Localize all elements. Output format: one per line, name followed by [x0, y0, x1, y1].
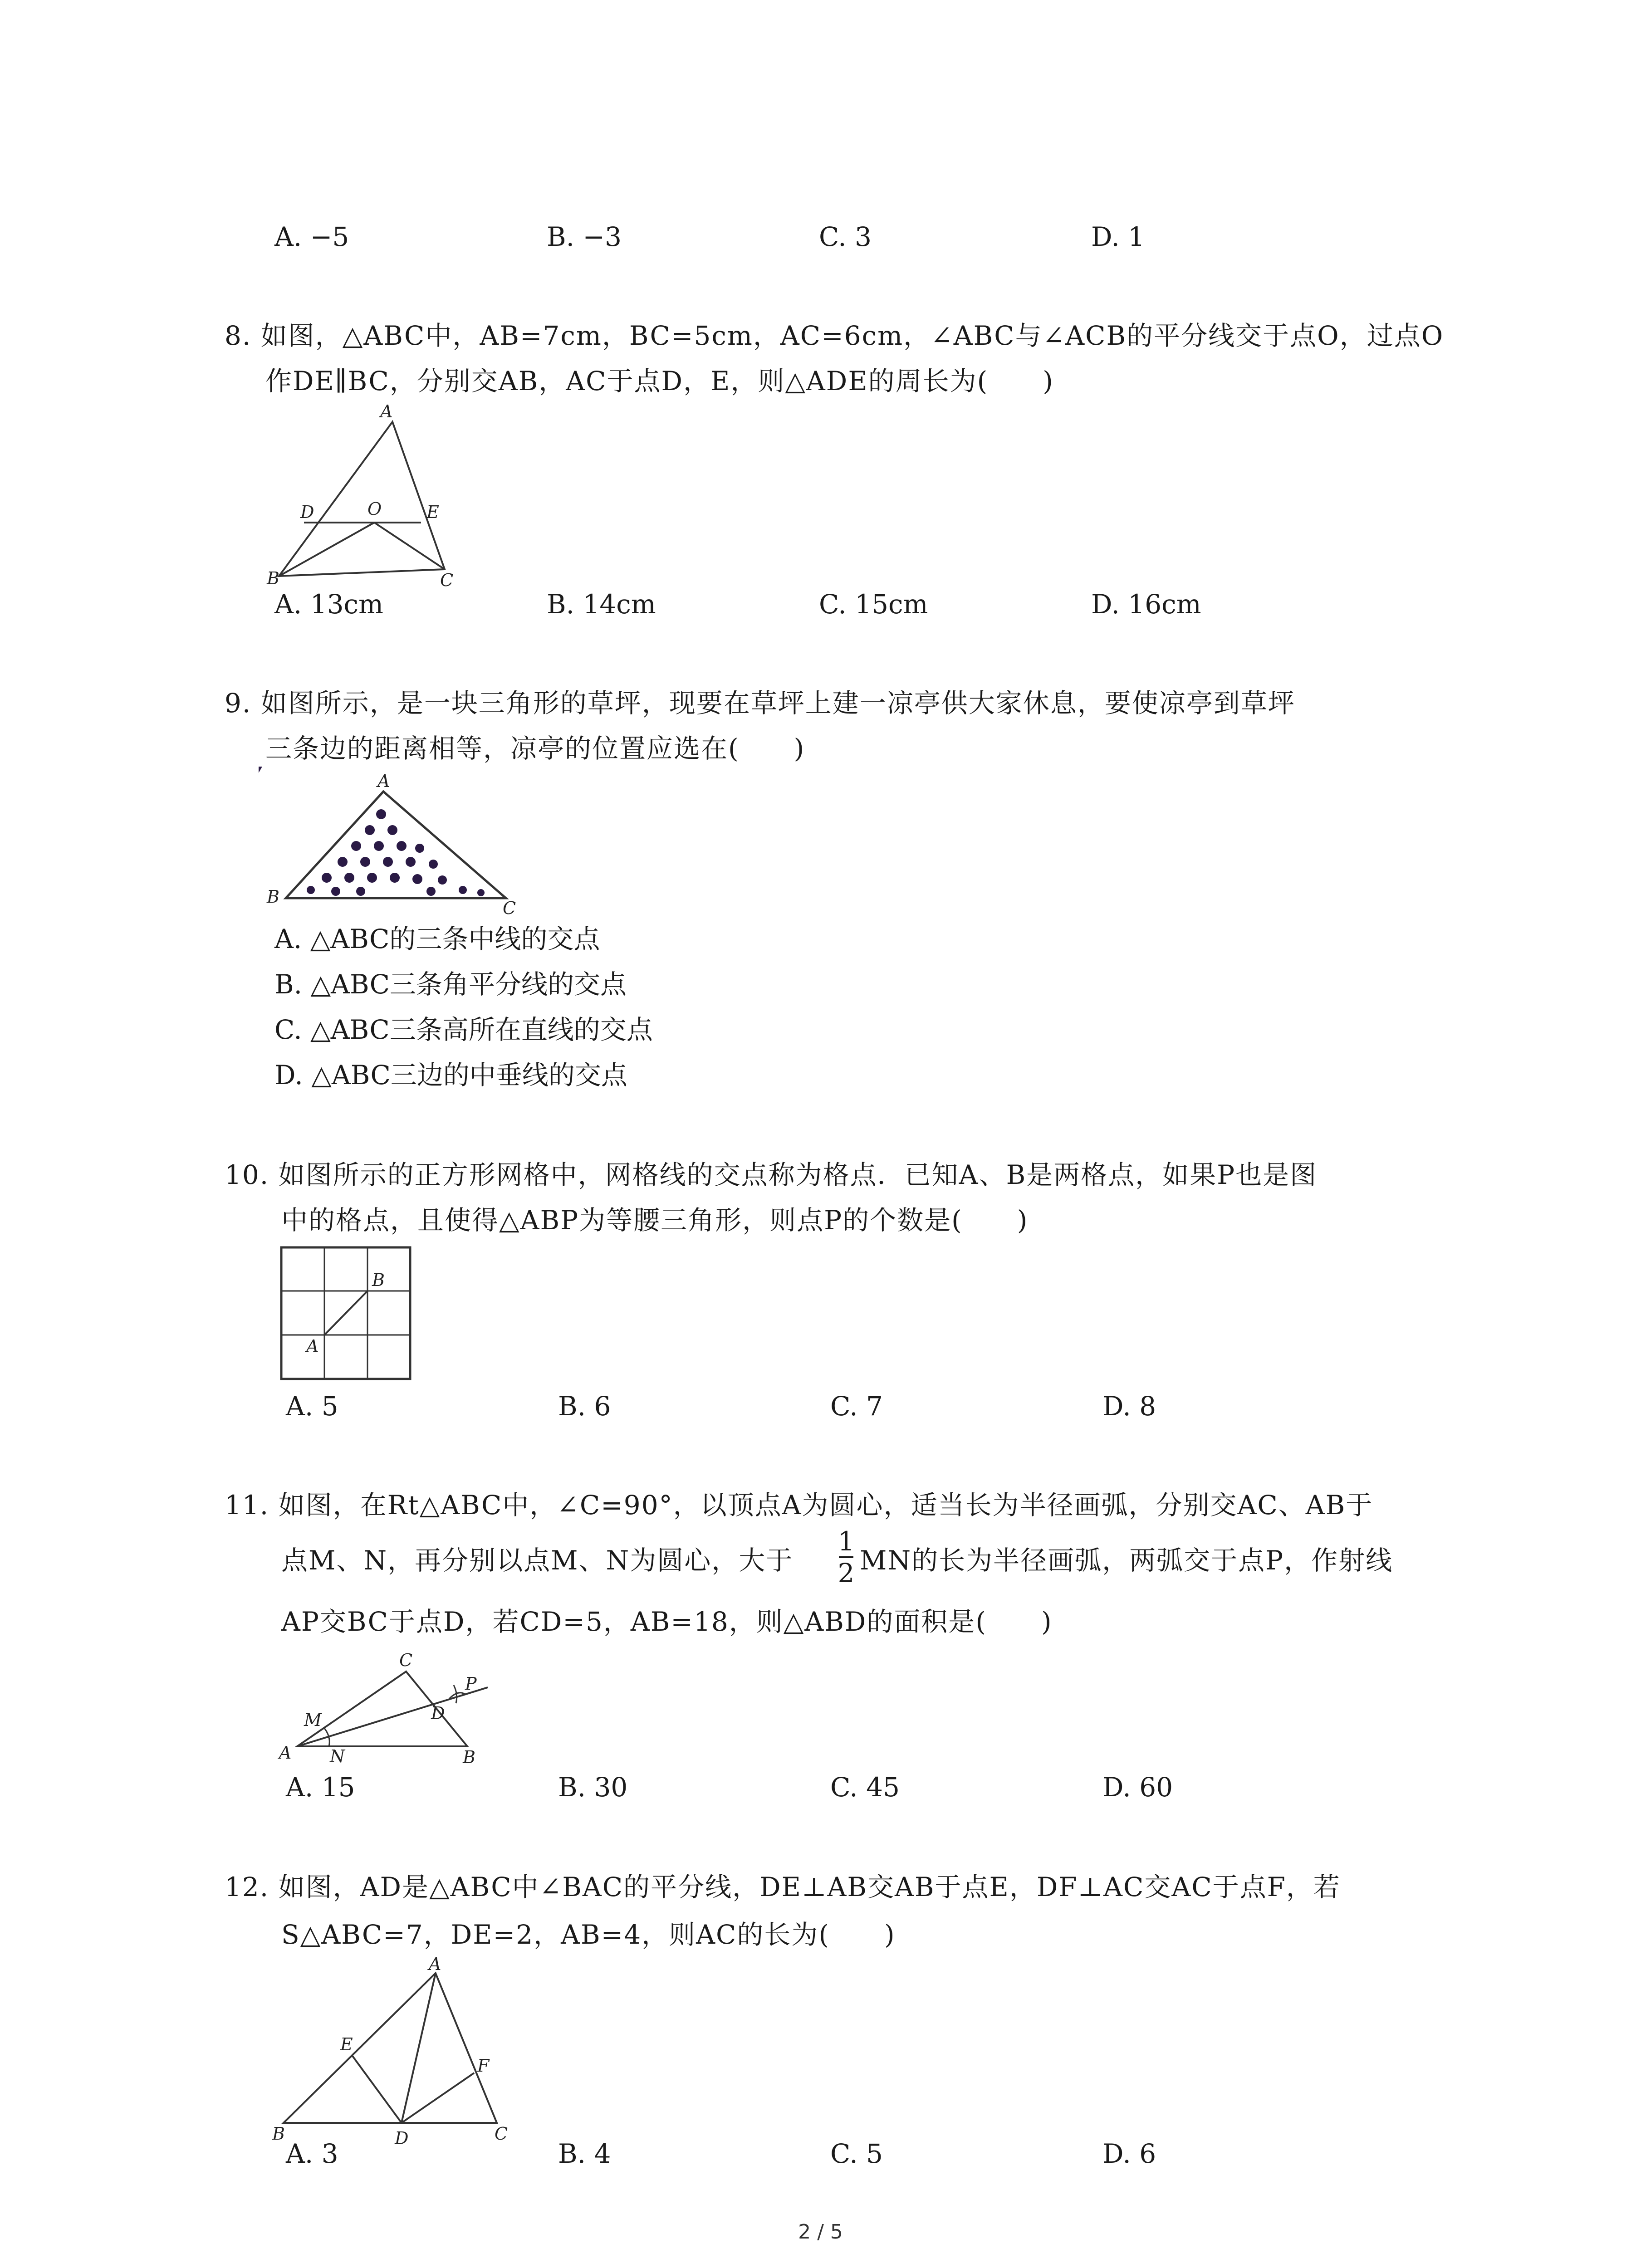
q9-label-a: A	[377, 771, 390, 791]
q12-figure	[272, 1953, 526, 2152]
q8-label-o: O	[367, 499, 382, 519]
q12-label-e: E	[340, 2034, 353, 2054]
q12-option-d: D. 6	[1102, 2138, 1156, 2169]
q12-option-c: C. 5	[830, 2138, 883, 2169]
q8-label-e: E	[426, 502, 439, 522]
q10-option-c: C. 7	[830, 1391, 883, 1422]
q8-text-line1: 8. 如图，△ABC中，AB=7cm，BC=5cm，AC=6cm，∠ABC与∠ACB的平分线交于点O，过点O	[225, 320, 1444, 351]
q11-option-a: A. 15	[286, 1772, 355, 1803]
q12-option-a: A. 3	[286, 2138, 338, 2169]
q12-label-f: F	[477, 2056, 490, 2076]
q10-option-b: B. 6	[558, 1391, 611, 1422]
q11-label-c: C	[399, 1650, 413, 1670]
q11-text-line1: 11. 如图，在Rt△ABC中，∠C=90°，以顶点A为圆心，适当长为半径画弧，分别交AC、AB于	[225, 1490, 1373, 1520]
q11-text-line2a: 点M、N，再分别以点M、N为圆心，大于	[281, 1545, 794, 1576]
q12-text-line2: S△ABC=7，DE=2，AB=4，则AC的长为( )	[281, 1919, 896, 1950]
q10-label-b: B	[372, 1270, 385, 1290]
q11-label-p: P	[465, 1674, 477, 1694]
q10-figure	[279, 1245, 415, 1383]
q11-label-b: B	[463, 1747, 475, 1767]
q10-label-a: A	[306, 1336, 319, 1356]
q9-option-c: C. △ABC三条高所在直线的交点	[274, 1014, 653, 1045]
q8-label-b: B	[267, 568, 279, 588]
q8-option-d: D. 16cm	[1091, 589, 1201, 620]
q11-option-c: C. 45	[830, 1772, 900, 1803]
q8-label-a: A	[380, 401, 393, 421]
q9-label-b: B	[267, 887, 279, 907]
q12-label-d: D	[395, 2128, 409, 2148]
q8-label-c: C	[440, 570, 454, 590]
q11-text-line3: AP交BC于点D，若CD=5，AB=18，则△ABD的面积是( )	[281, 1606, 1053, 1637]
q11-fraction	[837, 1526, 855, 1588]
q7-option-a: A. −5	[274, 221, 349, 252]
q9-option-a: A. △ABC的三条中线的交点	[274, 924, 600, 954]
q12-label-c: C	[495, 2124, 508, 2144]
q9-label-c: C	[503, 898, 516, 918]
grass-pattern	[259, 767, 265, 773]
q11-option-d: D. 60	[1102, 1772, 1173, 1803]
q7-option-b: B. −3	[547, 221, 622, 252]
q11-label-m: M	[304, 1710, 322, 1730]
q11-option-b: B. 30	[558, 1772, 628, 1803]
q11-label-a: A	[279, 1743, 292, 1763]
q12-text-line1: 12. 如图，AD是△ABC中∠BAC的平分线，DE⊥AB交AB于点E，DF⊥AC交AC于点F，若	[225, 1872, 1341, 1902]
fraction-denominator: 2	[838, 1558, 855, 1589]
q10-text-line2: 中的格点，且使得△ABP为等腰三角形，则点P的个数是( )	[281, 1205, 1029, 1236]
q8-option-c: C. 15cm	[819, 589, 928, 620]
q11-text-line2b: MN的长为半径画弧，两弧交于点P，作射线	[860, 1545, 1393, 1576]
q12-label-a: A	[429, 1954, 441, 1974]
q9-text-line2: 三条边的距离相等，凉亭的位置应选在( )	[265, 733, 805, 764]
q11-figure	[274, 1640, 492, 1769]
q12-label-b: B	[272, 2124, 285, 2144]
q7-option-d: D. 1	[1091, 221, 1145, 252]
q7-option-c: C. 3	[819, 221, 872, 252]
q10-option-d: D. 8	[1102, 1391, 1156, 1422]
q8-option-a: A. 13cm	[274, 589, 384, 620]
fraction-numerator: 1	[838, 1526, 855, 1557]
q8-label-d: D	[300, 502, 314, 522]
q8-figure	[259, 399, 467, 590]
q9-option-b: B. △ABC三条角平分线的交点	[274, 969, 627, 1000]
q9-figure	[259, 767, 531, 921]
q11-label-d: D	[431, 1703, 445, 1723]
q9-option-d: D. △ABC三边的中垂线的交点	[274, 1060, 627, 1090]
q10-text-line1: 10. 如图所示的正方形网格中，网格线的交点称为格点．已知A、B是两格点，如果P也是图	[225, 1159, 1318, 1190]
q8-option-b: B. 14cm	[547, 589, 656, 620]
q9-text-line1: 9. 如图所示，是一块三角形的草坪，现要在草坪上建一凉亭供大家休息，要使凉亭到草坪	[225, 688, 1295, 719]
q8-text-line2: 作DE∥BC，分别交AB，AC于点D，E，则△ADE的周长为( )	[265, 366, 1054, 396]
q12-option-b: B. 4	[558, 2138, 611, 2169]
q10-option-a: A. 5	[286, 1391, 338, 1422]
page-number: 2 / 5	[798, 2220, 843, 2244]
q11-label-n: N	[330, 1746, 345, 1766]
